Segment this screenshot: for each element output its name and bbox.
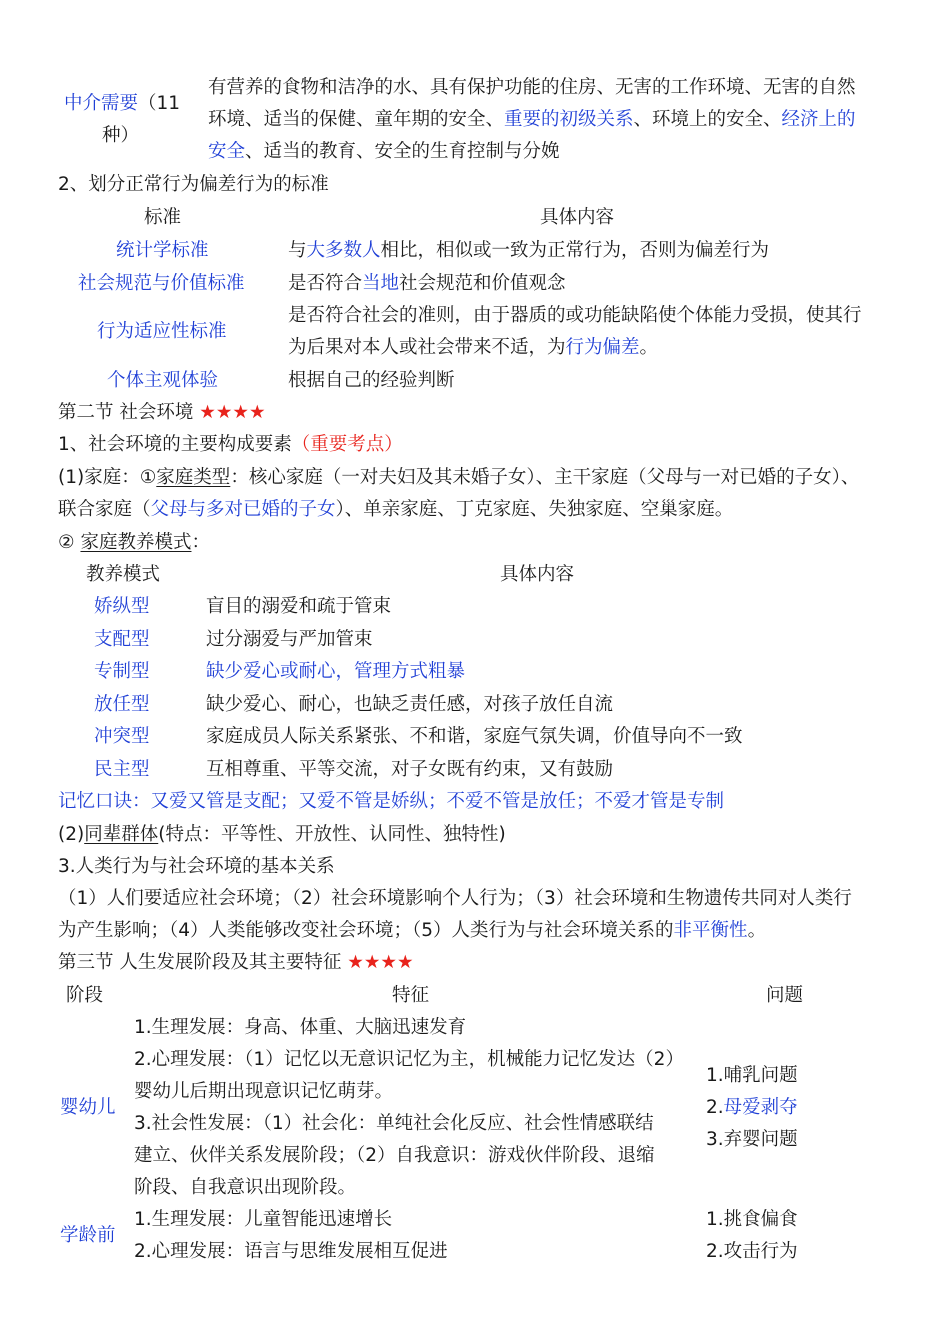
stage-problem: 3.弃婴问题	[706, 1129, 798, 1150]
family-types-line1: (1)家庭：①家庭类型：核心家庭（一对夫妇及其未婚子女）、主干家庭（父母与一对已婚的子女）、	[58, 467, 860, 488]
relation-line2: 为产生影响；（4）人类能够改变社会环境；（5）人类行为与社会环境关系的非平衡性。	[58, 920, 767, 941]
relation-line1: （1）人们要适应社会环境；（2）社会环境影响个人行为；（3）社会环境和生物遗传共同对人类行	[58, 888, 852, 909]
family-types-line2: 联合家庭（父母与多对已婚的子女）、单亲家庭、丁克家庭、失独家庭、空巢家庭。	[58, 499, 734, 520]
mid-needs-label: 中介需要（11	[64, 93, 181, 114]
env-elements-title: 1、社会环境的主要构成要素（重要考点）	[58, 434, 403, 455]
standard-content-statistical: 与大多数人相比，相似或一致为正常行为，否则为偏差行为	[288, 240, 770, 261]
standard-content-subjective: 根据自己的经验判断	[288, 370, 455, 391]
parenting-content: 过分溺爱与严加管束	[206, 629, 373, 650]
stages-header-problem: 问题	[766, 985, 804, 1006]
stage-feature: 婴幼儿后期出现意识记忆萌芽。	[134, 1081, 394, 1102]
standard-content-adaptive-l1: 是否符合社会的准则，由于器质的或功能缺陷使个体能力受损，使其行	[288, 305, 862, 326]
mid-needs-count: 种）	[102, 125, 140, 146]
stage-feature: 3.社会性发展：（1）社会化：单纯社会化反应、社会性情感联结	[134, 1113, 654, 1134]
stage-problem: 2.攻击行为	[706, 1241, 798, 1262]
parenting-content: 缺少爱心、耐心，也缺乏责任感，对孩子放任自流	[206, 694, 614, 715]
stage-name-preschool: 学龄前	[60, 1225, 116, 1246]
star-rating-icon: ★★★★	[199, 402, 266, 423]
peer-group: (2)同辈群体(特点：平等性、开放性、认同性、独特性)	[58, 824, 506, 845]
parenting-title: ② 家庭教养模式：	[58, 532, 210, 553]
parenting-mode: 冲突型	[94, 726, 150, 747]
stage-feature: 建立、伙伴关系发展阶段；（2）自我意识：游戏伙伴阶段、退缩	[134, 1145, 655, 1166]
standard-name-subjective: 个体主观体验	[107, 370, 219, 391]
stage-problem: 2.母爱剥夺	[706, 1097, 798, 1118]
stage-feature: 1.生理发展：儿童智能迅速增长	[134, 1209, 393, 1230]
standards-header-standard: 标准	[144, 207, 182, 228]
standards-title: 2、划分正常行为偏差行为的标准	[58, 174, 329, 195]
standard-name-statistical: 统计学标准	[116, 240, 209, 261]
parenting-header-content: 具体内容	[500, 564, 575, 585]
section-3-heading: 第三节 人生发展阶段及其主要特征 ★★★★	[58, 952, 414, 973]
stage-name-infant: 婴幼儿	[60, 1097, 116, 1118]
parenting-mode: 娇纵型	[94, 596, 150, 617]
relation-title: 3.人类行为与社会环境的基本关系	[58, 856, 335, 877]
parenting-mode: 专制型	[94, 661, 150, 682]
parenting-header-mode: 教养模式	[86, 564, 161, 585]
standard-name-adaptive: 行为适应性标准	[97, 321, 227, 342]
parenting-mode: 放任型	[94, 694, 150, 715]
mnemonic: 记忆口诀：又爱又管是支配；又爱不管是娇纵；不爱不管是放任；不爱才管是专制	[58, 791, 725, 812]
stage-problem: 1.挑食偏食	[706, 1209, 798, 1230]
standards-header-content: 具体内容	[540, 207, 615, 228]
parenting-content: 盲目的溺爱和疏于管束	[206, 596, 392, 617]
parenting-mode: 民主型	[94, 759, 150, 780]
star-rating-icon: ★★★★	[347, 952, 414, 973]
mid-needs-line3: 安全、适当的教育、安全的生育控制与分娩	[208, 141, 560, 162]
stages-header-feature: 特征	[392, 985, 430, 1006]
mid-needs-line1: 有营养的食物和洁净的水、具有保护功能的住房、无害的工作环境、无害的自然	[208, 77, 856, 98]
mid-needs-line2: 环境、适当的保健、童年期的安全、重要的初级关系、环境上的安全、经济上的	[208, 109, 856, 130]
parenting-content: 家庭成员人际关系紧张、不和谐，家庭气氛失调，价值导向不一致	[206, 726, 743, 747]
stage-problem: 1.哺乳问题	[706, 1065, 798, 1086]
stages-header-stage: 阶段	[66, 985, 104, 1006]
stage-feature: 2.心理发展：语言与思维发展相互促进	[134, 1241, 448, 1262]
stage-feature: 阶段、自我意识出现阶段。	[134, 1177, 357, 1198]
parenting-content: 互相尊重、平等交流，对子女既有约束，又有鼓励	[206, 759, 614, 780]
standard-content-adaptive-l2: 为后果对本人或社会带来不适，为行为偏差。	[288, 337, 659, 358]
standard-name-social-norm: 社会规范与价值标准	[78, 273, 245, 294]
stage-feature: 2.心理发展：（1）记忆以无意识记忆为主，机械能力记忆发达（2）	[134, 1049, 684, 1070]
stage-feature: 1.生理发展：身高、体重、大脑迅速发育	[134, 1017, 467, 1038]
parenting-mode: 支配型	[94, 629, 150, 650]
section-2-heading: 第二节 社会环境 ★★★★	[58, 402, 266, 423]
parenting-content: 缺少爱心或耐心，管理方式粗暴	[206, 661, 466, 682]
standard-content-social-norm: 是否符合当地社会规范和价值观念	[288, 273, 566, 294]
